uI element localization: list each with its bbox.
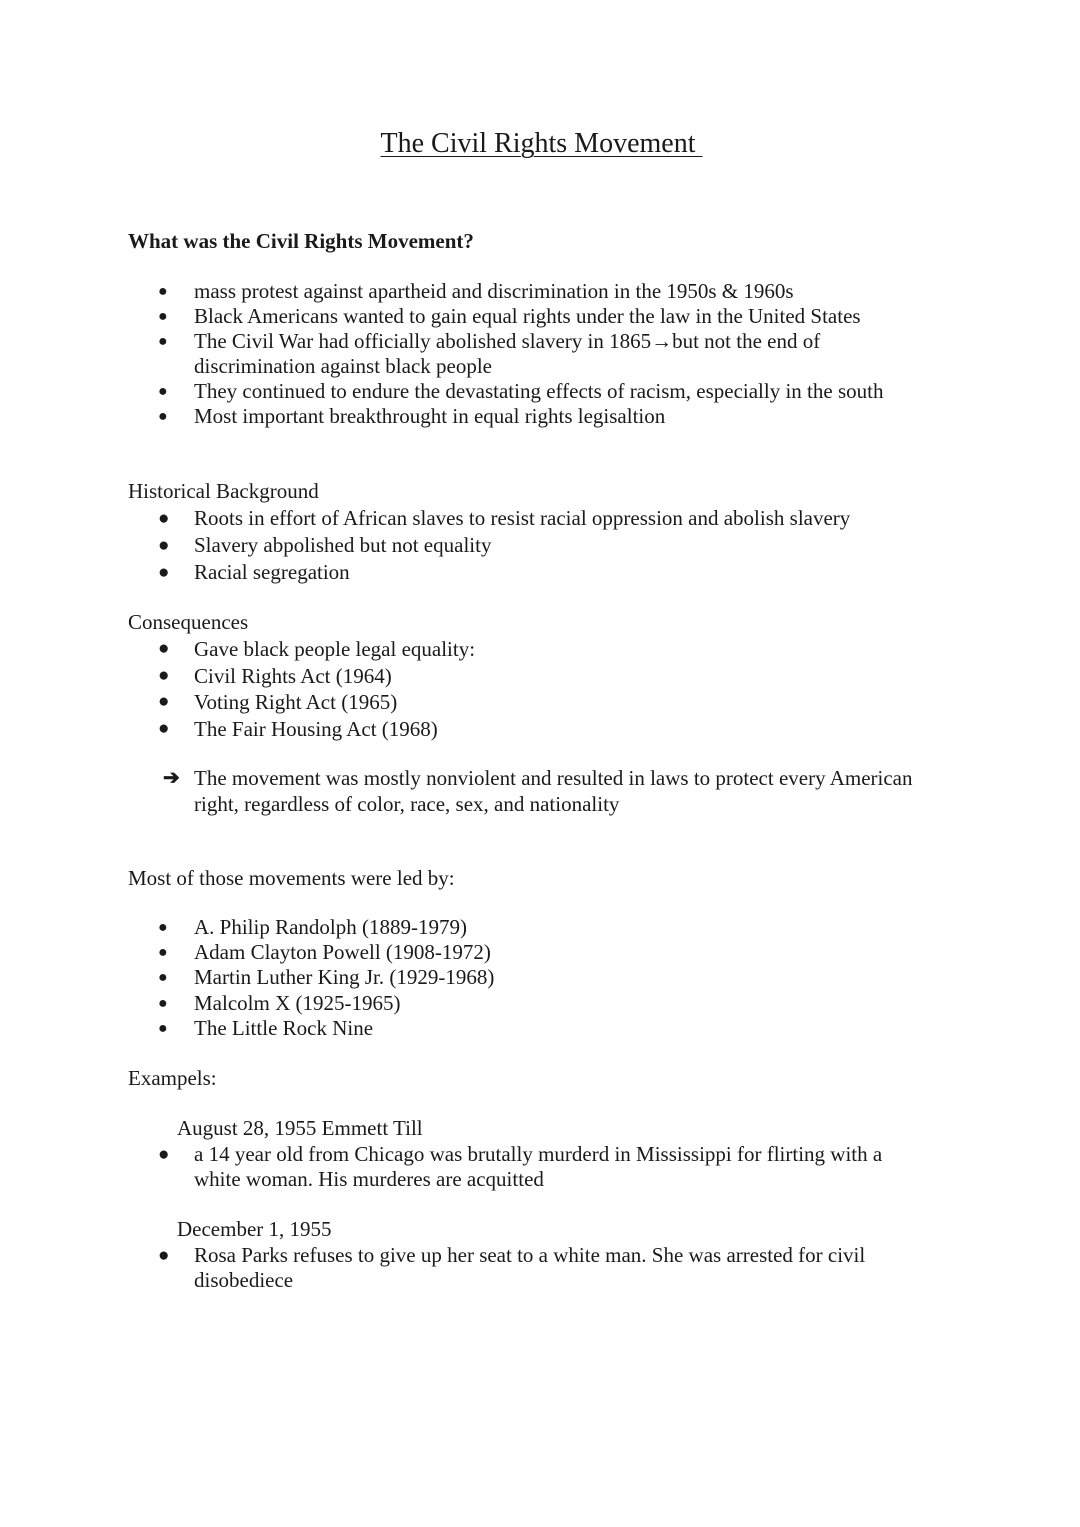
bullet-list-historical-background — [128, 505, 948, 586]
list-item: ● Adam Clayton Powell (1908-1972) — [158, 940, 491, 965]
page-title: The Civil Rights Movement — [380, 128, 703, 159]
list-item: ● Roots in effort of African slaves to resist racial oppression and abolish slavery — [158, 506, 851, 530]
list-item: ● Black Americans wanted to gain equal rights under the law in the United States — [158, 304, 861, 328]
list-item: ● Malcolm X (1925-1965) — [158, 990, 401, 1015]
section-heading-examples: Exampels: — [128, 1066, 217, 1090]
list-item: ● The Little Rock Nine — [158, 1015, 374, 1040]
arrow-note — [128, 765, 958, 817]
bullet-icon: ● — [158, 283, 168, 300]
list-item: ● Civil Rights Act (1964) — [158, 663, 392, 688]
bullet-icon: ● — [158, 1245, 170, 1266]
bullet-icon: ● — [158, 408, 168, 425]
example-date: August 28, 1955 Emmett Till — [177, 1116, 423, 1140]
bullet-icon: ● — [158, 919, 168, 936]
section-heading-leaders: Most of those movements were led by: — [128, 866, 455, 890]
list-item: ● Most important breakthrought in equal rights legisaltion — [158, 404, 666, 428]
bullet-icon: ● — [158, 969, 168, 987]
bullet-icon: ● — [158, 508, 170, 529]
bullet-icon: ● — [158, 1019, 168, 1037]
list-item: ● a 14 year old from Chicago was brutally murderd in Mississippi for flirting with a white woman. His murderes are acquitted — [158, 1142, 883, 1191]
bullet-icon: ● — [158, 664, 170, 686]
bullet-icon: ● — [158, 308, 168, 325]
list-item: ● Rosa Parks refuses to give up her seat to a white man. She was arrested for civil disobediece — [158, 1243, 866, 1292]
list-item: ● mass protest against apartheid and discrimination in the 1950s & 1960s — [158, 279, 794, 303]
section-heading-what-was: What was the Civil Rights Movement? — [128, 229, 474, 253]
bullet-list-leaders — [128, 915, 948, 1041]
list-item: ● Racial segregation — [158, 560, 350, 584]
bullet-icon: ● — [158, 638, 170, 659]
bullet-list-what-was — [128, 279, 948, 429]
list-item: ● The Civil War had officially abolished slavery in 1865→but not the end of discrimination against black people — [158, 329, 821, 378]
example-date: December 1, 1955 — [177, 1217, 332, 1241]
bullet-icon: ● — [158, 383, 168, 400]
list-item: ● The Fair Housing Act (1968) — [158, 716, 438, 741]
bullet-icon: ● — [158, 333, 168, 350]
bullet-list-consequences — [128, 636, 948, 742]
bullet-icon: ● — [158, 562, 170, 583]
bullet-icon: ● — [158, 944, 168, 962]
arrow-right-icon: ➔ — [163, 767, 180, 789]
bullet-icon: ● — [158, 535, 170, 556]
bullet-icon: ● — [158, 1144, 170, 1165]
bullet-list-example-rosa-parks — [128, 1243, 948, 1293]
list-item: ● A. Philip Randolph (1889-1979) — [158, 915, 467, 939]
section-heading-consequences: Consequences — [128, 610, 249, 634]
bullet-icon: ● — [158, 717, 170, 739]
section-heading-historical-background: Historical Background — [128, 479, 319, 503]
arrow-note-text: The movement was mostly nonviolent and resulted in laws to protect every American right, regardless of color, race, sex, and nationality — [194, 766, 913, 816]
bullet-list-example-emmett-till — [128, 1142, 948, 1192]
list-item: ● Slavery abpolished but not equality — [158, 533, 492, 557]
list-item: ● Martin Luther King Jr. (1929-1968) — [158, 965, 495, 990]
list-item: ● They continued to endure the devastating effects of racism, especially in the south — [158, 379, 884, 403]
bullet-icon: ● — [158, 691, 170, 712]
bullet-icon: ● — [158, 994, 168, 1012]
list-item: ● Voting Right Act (1965) — [158, 690, 398, 714]
list-item: ● Gave black people legal equality: — [158, 637, 476, 661]
